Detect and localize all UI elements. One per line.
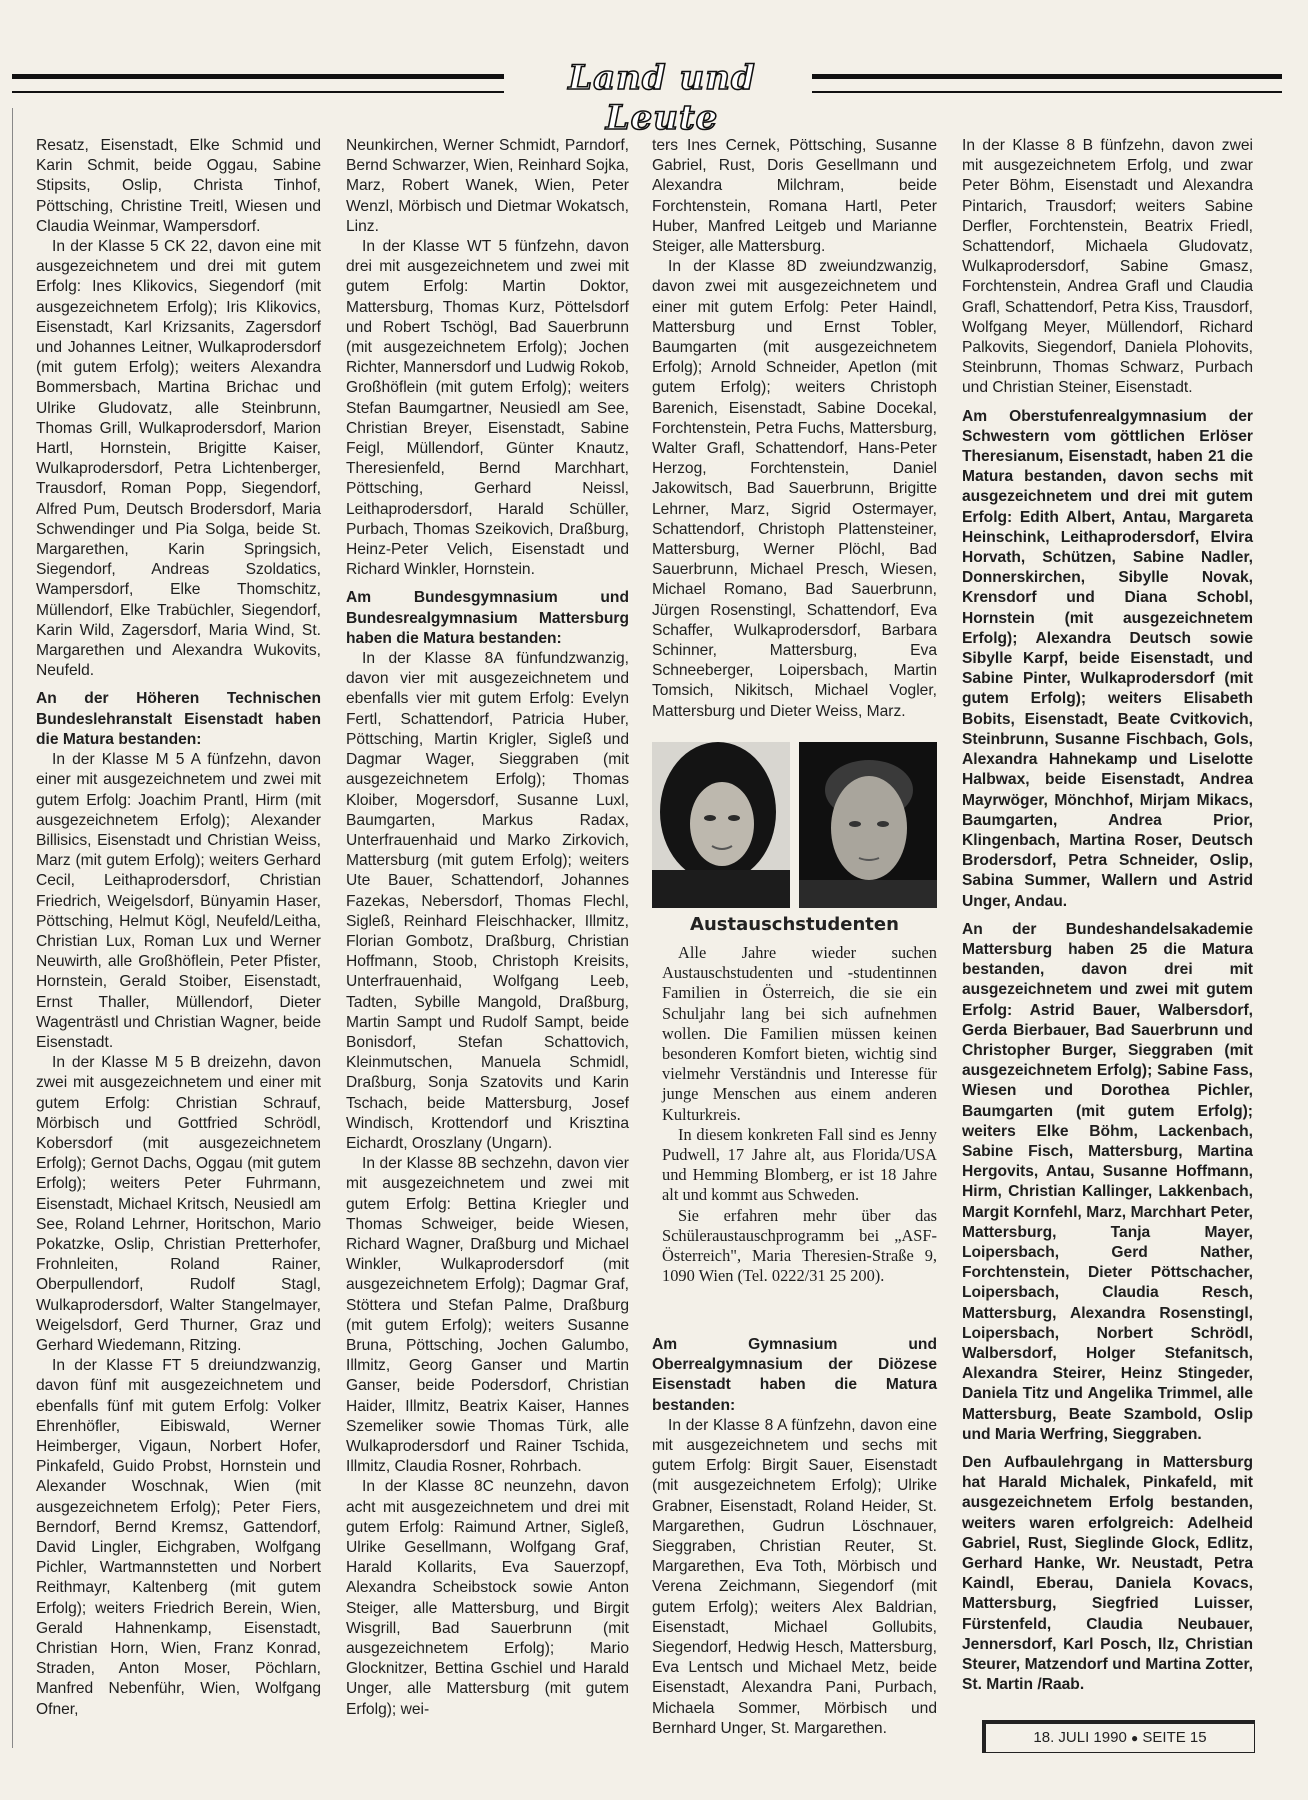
paragraph: Alle Jahre wieder suchen Austauschstudenten und -studentinnen Familien in Österreich, die sie ein Schuljahr lang bei sich aufnehmen wollen. Die Familien müssen keinen besonderen Komfort bieten, wichtig sind vielmehr Verständnis und Interesse für junge Menschen aus einem anderen Kulturkreis. [662,943,937,1124]
column-4 [962,136,1253,1695]
paragraph: In der Klasse 8A fünfundzwanzig, davon vier mit ausgezeichnetem und ebenfalls vier mit gutem Erfolg: Evelyn Fertl, Schattendorf, Patricia Huber, Pöttsching, Martin Krigler, Sigleß und Dagmar Wager, Sieggraben (mit ausgezeichnetem Erfolg); Thomas Kloiber, Mogersdorf, Susanne Luxl, Baumgarten, Markus Radax, Unterfrauenhaid und Marko Zirkovich, Mattersburg (mit gutem Erfolg); weiters Ute Bauer, Schattendorf, Johannes Fazekas, Nebersdorf, Thomas Flechl, Sigleß, Reinhard Fleischhacker, Illmitz, Florian Gombotz, Draßburg, Christian Hoffmann, Stoob, Christoph Kreisits, Unterfrauenhaid, Wolfgang Leeb, Tadten, Sybille Mangold, Draßburg, Martin Sampt und Rudolf Sampt, beide Bonisdorf, Stefan Schattovich, Kleinmutschen, Manuela Schmidl, Draßburg, Sonja Szatovits und Karin Tschach, beide Mattersburg, Josef Windisch, Krottendorf und Krisztina Eichardt, Oroszlany (Ungarn). [346,650,629,1152]
page-margin-rule [12,108,13,1748]
footer-separator: ● [1130,1731,1139,1745]
footer-date: 18. JULI 1990 [1033,1729,1127,1746]
paragraph: In der Klasse 8D zweiundzwanzig, davon zwei mit ausgezeichnetem und einer mit gutem Erfolg: Peter Haindl, Mattersburg und Ernst Tobler, Baumgarten (mit ausgezeichnetem Erfolg); Arnold Schneider, Apetlon (mit gutem Erfolg); weiters Christoph Barenich, Eisenstadt, Sabine Docekal, Forchtenstein, Petra Fuchs, Mattersburg, Walter Grafl, Schattendorf, Hans-Peter Herzog, Forchtenstein, Daniel Jakowitsch, Bad Sauerbrunn, Brigitte Lehrner, Marz, Sigrid Ostermayer, Schattendorf, Christoph Plattensteiner, Mattersburg, Werner Plöchl, Bad Sauerbrunn, Michael Presch, Wiesen, Michael Romano, Bad Sauerbrunn, Jürgen Rosenstingl, Schattendorf, Eva Schaffer, Wulkaprodersdorf, Barbara Schinner, Mattersburg, Eva Schneeberger, Loipersbach, Martin Tomsich, Nikitsch, Michael Vogler, Mattersburg und Dieter Weiss, Marz. [652,258,937,720]
paragraph: In der Klasse M 5 B dreizehn, davon zwei mit ausgezeichnetem und einer mit gutem Erfolg: Christian Schrauf, Mörbisch und Gottfried Schrödl, Kobersdorf (mit ausgezeichnetem Erfolg); Gernot Dachs, Oggau (mit gutem Erfolg); weiters Peter Fuhrmann, Eisenstadt, Michael Kritsch, Neusiedl am See, Roland Lehrner, Horitschon, Mario Pokatzke, Oslip, Christian Pretterhofer, Frohnleiten, Roland Rainer, Oberpullendorf, Rudolf Stagl, Wulkaprodersdorf, Walter Stangelmayer, Weigelsdorf, Gerd Thurner, Graz und Gerhard Wiedemann, Ritzing. [36,1054,321,1354]
paragraph: In der Klasse 8C neunzehn, davon acht mit ausgezeichnetem und drei mit gutem Erfolg: Raimund Artner, Sigleß, Ulrike Gesellmann, Wolfgang Graf, Harald Kollarits, Eva Sauerzopf, Alexandra Scheibstock sowie Anton Steiger, alle Mattersburg, und Birgit Wisgrill, Bad Sauerbrunn (mit ausgezeichnetem Erfolg); Mario Glocknitzer, Bettina Gschiel und Harald Unger, alle Mattersburg (mit gutem Erfolg); wei- [346,1478,629,1718]
photo-girl [652,742,790,908]
paragraph: In der Klasse M 5 A fünfzehn, davon einer mit ausgezeichnetem und zwei mit gutem Erfolg: Joachim Prantl, Hirm (mit ausgezeichnetem Erfolg); Alexander Billisics, Eisenstadt und Christian Weiss, Marz (mit gutem Erfolg); weiters Gerhard Cecil, Leithaprodersdorf, Christian Friedrich, Weigelsdorf, Bünyamin Haser, Pöttsching, Helmut Kögl, Neufeld/Leitha, Christian Lux, Roman Lux und Werner Neuwirth, alle Großhöflein, Peter Pfister, Hornstein, Gerald Stoiber, Eisenstadt, Ernst Thaller, Müllendorf, Dieter Wagenträstl und Christian Wagner, beide Eisenstadt. [36,751,321,1051]
masthead [12,58,1282,138]
masthead-rule-left [12,74,504,93]
subheading-paragraph: Den Aufbaulehrgang in Mattersburg hat Harald Michalek, Pinkafeld, mit ausgezeichnetem Erfolg bestanden, weiters waren erfolgreich: Adelheid Gabriel, Rust, Sieglinde Glock, Edlitz, Gerhard Hanke, Wr. Neustadt, Petra Kaindl, Eberau, Daniela Kovacs, Mattersburg, Siegfried Luisser, Fürstenfeld, Claudia Neubauer, Jennersdorf, Karl Posch, Ilz, Christian Steurer, Matzendorf und Martina Zotter, St. Martin /Raab. [962,1454,1253,1694]
subheading-paragraph: An der Höheren Technischen Bundeslehranstalt Eisenstadt haben die Matura bestanden: [36,690,321,748]
column-3-top [652,136,937,722]
page-footer [982,1720,1255,1753]
subheading-paragraph: Am Bundesgymnasium und Bundesrealgymnasium Mattersburg haben die Matura bestanden: [346,589,629,647]
paragraph: ters Ines Cernek, Pöttsching, Susanne Gabriel, Rust, Doris Gesellmann und Alexandra Milchram, beide Forchtenstein, Romana Hartl, Peter Huber, Manfred Leitgeb und Marianne Steiger, alle Mattersburg. [652,137,937,256]
column-2 [346,136,629,1720]
paragraph: Neunkirchen, Werner Schmidt, Parndorf, Bernd Schwarzer, Wien, Reinhard Sojka, Marz, Robert Wanek, Wien, Peter Wenzl, Mörbisch und Dietmar Wokatsch, Linz. [346,137,629,235]
masthead-rule-right [812,74,1282,93]
paragraph: In der Klasse 8 B fünfzehn, davon zwei mit ausgezeichnetem Erfolg, und zwar Peter Böhm, Eisenstadt und Alexandra Pintarich, Trausdorf; weiters Sabine Derfler, Forchtenstein, Beatrix Friedl, Schattendorf, Michaela Gludovatz, Wulkaprodersdorf, Sabine Gmasz, Forchtenstein, Andrea Grafl und Claudia Grafl, Schattendorf, Petra Kiss, Trausdorf, Wolfgang Meyer, Müllendorf, Richard Palkovits, Siegendorf, Daniela Plohovits, Steinbrunn, Thomas Schwarz, Purbach und Christian Steiner, Eisenstadt. [962,137,1253,397]
paragraph: In der Klasse FT 5 dreiundzwanzig, davon fünf mit ausgezeichnetem und ebenfalls fünf mit gutem Erfolg: Volker Ehrenhöfler, Eibiswald, Werner Heimberger, Vigaun, Norbert Hofer, Pinkafeld, Guido Probst, Hornstein und Alexander Woschnak, Wien (mit ausgezeichnetem Erfolg); Peter Fiers, Berndorf, Bernd Kremsz, Gattendorf, David Lingler, Eichgraben, Wolfgang Pichler, Wartmannstetten und Norbert Reithmayr, Kaltenberg (mit gutem Erfolg); weiters Friedrich Berein, Wien, Gerald Hahnenkamp, Eisenstadt, Christian Horn, Wien, Franz Konrad, Straden, Anton Moser, Pöchlarn, Manfred Nebenführ, Wien, Wolfgang Ofner, [36,1357,321,1718]
exchange-box-title: Austauschstudenten [690,914,899,935]
paragraph: In der Klasse WT 5 fünfzehn, davon drei mit ausgezeichnetem und zwei mit gutem Erfolg: Martin Doktor, Mattersburg, Thomas Kurz, Pöttelsdorf und Robert Tschögl, Bad Sauerbrunn (mit ausgezeichnetem Erfolg); Jochen Richter, Mannersdorf und Ludwig Rokob, Großhöflein (mit gutem Erfolg); weiters Stefan Baumgartner, Neusiedl am See, Christian Breyer, Eisenstadt, Sabine Feigl, Müllendorf, Günter Knautz, Theresienfeld, Bernd Marchhart, Pöttsching, Gerhard Neissl, Leithaprodersdorf, Harald Schüller, Purbach, Thomas Szeikovich, Draßburg, Heinz-Peter Velich, Eisenstadt und Richard Winkler, Hornstein. [346,238,629,579]
subheading-paragraph: An der Bundeshandelsakademie Mattersburg haben 25 die Matura bestanden, davon drei mit ausgezeichnetem und zwei mit gutem Erfolg: Astrid Bauer, Walbersdorf, Gerda Bierbauer, Bad Sauerbrunn und Christopher Burger, Sieggraben (mit ausgezeichnetem Erfolg); Sabine Fass, Wiesen und Dorothea Pichler, Baumgarten (mit gutem Erfolg); weiters Elke Böhm, Lackenbach, Sabine Fisch, Mattersburg, Martina Hergovits, Antau, Susanne Hoffmann, Hirm, Christian Kallinger, Lakkenbach, Margit Kornfehl, Marz, Marchhart Peter, Mattersburg, Tanja Mayer, Loipersbach, Gerd Nather, Forchtenstein, Dieter Pöttschacher, Loipersbach, Claudia Resch, Mattersburg, Alexandra Rosenstingl, Loipersbach, Norbert Schrödl, Walbersdorf, Holger Stefanitsch, Alexandra Steirer, Heinz Stingeder, Daniela Titz und Angelika Trimmel, alle Mattersburg, Beate Szambold, Oslip und Maria Werfring, Sieggraben. [962,920,1253,1443]
subheading-paragraph: Am Gymnasium und Oberrealgymnasium der Diözese Eisenstadt haben die Matura bestanden: [652,1336,937,1414]
paragraph: In der Klasse 8B sechzehn, davon vier mit ausgezeichnetem und zwei mit gutem Erfolg: Bettina Kriegler und Thomas Schweiger, beide Wiesen, Richard Wagner, Draßburg und Michael Winkler, Wulkaprodersdorf (mit ausgezeichnetem Erfolg); Dagmar Graf, Stöttera und Stefan Palme, Draßburg (mit gutem Erfolg); weiters Susanne Bruna, Pöttsching, Jochen Galumbo, Illmitz, Georg Ganser und Martin Ganser, beide Podersdorf, Christian Haider, Illmitz, Beatrix Kaiser, Hannes Szemeliker sowie Thomas Türk, alle Wulkaprodersdorf und Rainer Tschida, Illmitz, Claudia Rosner, Rohrbach. [346,1155,629,1476]
footer-page-number: SEITE 15 [1142,1729,1207,1746]
paragraph: In diesem konkreten Fall sind es Jenny Pudwell, 17 Jahre alt, aus Florida/USA und Hemming Blomberg, er ist 18 Jahre alt und kommt aus Schweden. [662,1124,937,1205]
paragraph: In der Klasse 5 CK 22, davon eine mit ausgezeichnetem und drei mit gutem Erfolg: Ines Klikovics, Siegendorf (mit ausgezeichnetem Erfolg); Iris Klikovics, Eisenstadt, Karl Krizsanits, Zagersdorf und Johannes Leitner, Wulkaprodersdorf (mit gutem Erfolg); weiters Alexandra Bommersbach, Martina Brichac und Ulrike Gludovatz, alle Steinbrunn, Thomas Grill, Wulkaprodersdorf, Marion Hartl, Hornstein, Brigitte Kaiser, Wulkaprodersdorf, Petra Lichtenberger, Trausdorf, Roman Popp, Siegendorf, Alfred Pum, Deutsch Brodersdorf, Maria Schwendinger und Pia Solga, beide St. Margarethen, Karin Springsich, Siegendorf, Andreas Szoldatics, Wampersdorf, Elke Thomschitz, Müllendorf, Elke Trabüchler, Siegendorf, Karin Wild, Zagersdorf, Maria Wind, St. Margarethen und Alexandra Wukovits, Neufeld. [36,238,321,680]
subheading-paragraph: Am Oberstufenrealgymnasium der Schwestern vom göttlichen Erlöser Theresianum, Eisenstadt, haben 21 die Matura bestanden, davon sechs mit ausgezeichnetem und drei mit gutem Erfolg: Edith Albert, Antau, Margareta Heinschink, Leithaprodersdorf, Elvira Horvath, Schützen, Sabine Nadler, Donnerskirchen, Sibylle Novak, Krensdorf und Diana Schobl, Hornstein (mit ausgezeichnetem Erfolg); Alexandra Deutsch sowie Sibylle Karpf, beide Eisenstadt, und Sabine Pinter, Wulkaprodersdorf (mit gutem Erfolg); weiters Elisabeth Bobits, Eisenstadt, Beate Cvitkovich, Steinbrunn, Susanne Fischbach, Gols, Alexandra Hahnekamp und Liselotte Halbwax, beide Eisenstadt, Andrea Mayrwöger, Mönchhof, Mirjam Mikacs, Baumgarten, Andrea Prior, Klingenbach, Martina Roser, Deutsch Brodersdorf, Petra Schneider, Oslip, Sabina Summer, Wallern und Astrid Unger, Andau. [962,407,1253,910]
exchange-box-body [662,943,937,1286]
paragraph: Resatz, Eisenstadt, Elke Schmid und Karin Schmit, beide Oggau, Sabine Stipsits, Oslip, Christa Tinhof, Pöttsching, Christine Treitl, Wiesen und Claudia Weinmar, Wampersdorf. [36,137,321,235]
column-1 [36,136,321,1720]
exchange-student-photos [652,742,937,908]
paragraph: Sie erfahren mehr über das Schüleraustauschprogramm bei „ASF-Österreich", Maria Theresien-Straße 9, 1090 Wien (Tel. 0222/31 25 200). [662,1205,937,1286]
section-title: Land und Leute [568,58,756,138]
paragraph: In der Klasse 8 A fünfzehn, davon eine mit ausgezeichnetem und sechs mit gutem Erfolg: Birgit Sauer, Eisenstadt (mit ausgezeichnetem Erfolg); Ulrike Grabner, Eisenstadt, Roland Heider, St. Margarethen, Gudrun Löschnauer, Sieggraben, Christian Reuter, St. Margarethen, Eva Toth, Mörbisch und Verena Zeichmann, Siegendorf (mit gutem Erfolg); weiters Alex Baldrian, Eisenstadt, Michael Gollubits, Siegendorf, Hedwig Hesch, Mattersburg, Eva Lentsch und Michael Metz, beide Eisenstadt, Alexandra Pani, Purbach, Michaela Sommer, Mörbisch und Bernhard Unger, St. Margarethen. [652,1416,937,1737]
photo-boy [799,742,937,908]
column-3-bottom [652,1327,937,1739]
